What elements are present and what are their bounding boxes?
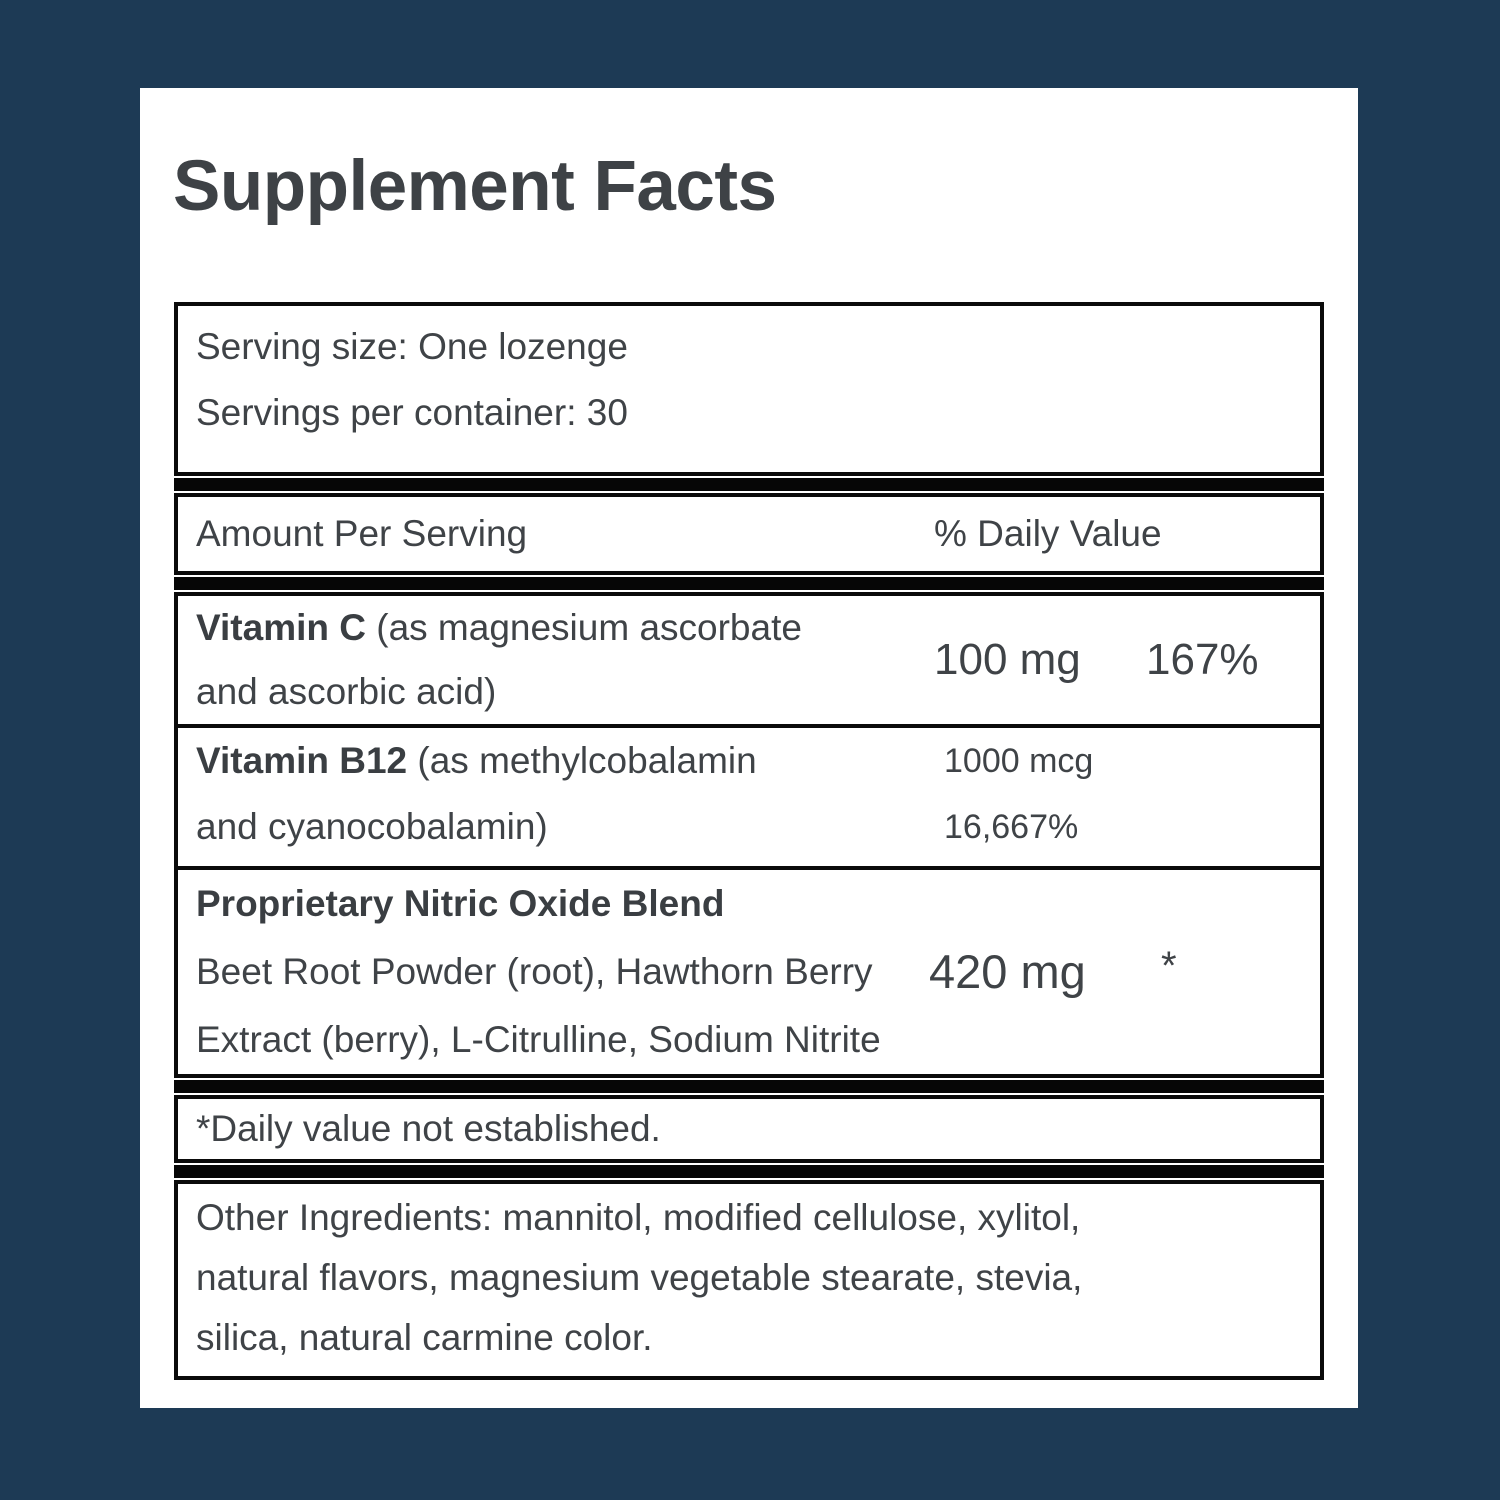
- nutrient-detail: (as methylcobalamin: [407, 740, 757, 781]
- label-card: [140, 88, 1358, 1408]
- nutrient-text-line: [196, 596, 1302, 660]
- blend-detail-line1: Beet Root Powder (root), Hawthorn Berry: [196, 951, 873, 992]
- daily-value-header: % Daily Value: [934, 513, 1162, 554]
- thick-divider: [174, 1165, 1324, 1178]
- nutrient-daily-value: 16,667%: [944, 808, 1079, 846]
- thick-divider: [174, 577, 1324, 590]
- nutrient-name: Vitamin C: [196, 607, 366, 648]
- table-row-proprietary-blend: [178, 870, 1320, 1074]
- nutrient-name: Vitamin B12: [196, 740, 408, 781]
- other-ingredients-line: natural flavors, magnesium vegetable stearate, stevia,: [196, 1257, 1083, 1298]
- thick-divider: [174, 478, 1324, 491]
- servings-per-container-text: Servings per container: 30: [196, 392, 628, 433]
- table-row-vitamin-c: [178, 596, 1320, 728]
- nutrient-amount: 1000 mcg: [944, 742, 1094, 780]
- nutrient-daily-value-asterisk: *: [1161, 944, 1177, 988]
- nutrient-amount: 100 mg: [934, 635, 1081, 684]
- nutrient-detail-line2: and ascorbic acid): [196, 671, 497, 712]
- footnote-section: [174, 1095, 1324, 1163]
- other-ingredients-line: silica, natural carmine color.: [196, 1317, 653, 1358]
- table-header-row: [174, 493, 1324, 575]
- footnote-text: *Daily value not established.: [196, 1108, 661, 1149]
- page-title: Supplement Facts: [173, 147, 777, 226]
- thick-divider: [174, 1080, 1324, 1093]
- serving-info-section: [174, 302, 1324, 476]
- supplement-facts-table: [174, 302, 1324, 1380]
- blend-detail-line2: Extract (berry), L-Citrulline, Sodium Nitrite: [196, 1019, 881, 1060]
- nutrients-section: [174, 592, 1324, 1078]
- nutrient-detail-line2: and cyanocobalamin): [196, 806, 548, 847]
- other-ingredients-line: Other Ingredients: mannitol, modified cellulose, xylitol,: [196, 1197, 1081, 1238]
- nutrient-text-line: [196, 728, 1302, 794]
- table-row-vitamin-b12: [178, 728, 1320, 870]
- nutrient-daily-value: 167%: [1146, 635, 1259, 684]
- blend-name: Proprietary Nitric Oxide Blend: [196, 883, 725, 924]
- amount-per-serving-header: Amount Per Serving: [196, 513, 528, 554]
- serving-size-text: Serving size: One lozenge: [196, 326, 628, 367]
- nutrient-amount: 420 mg: [929, 945, 1086, 998]
- other-ingredients-section: [174, 1180, 1324, 1380]
- nutrient-detail: (as magnesium ascorbate: [365, 607, 802, 648]
- nutrient-amount-column: [944, 728, 1093, 860]
